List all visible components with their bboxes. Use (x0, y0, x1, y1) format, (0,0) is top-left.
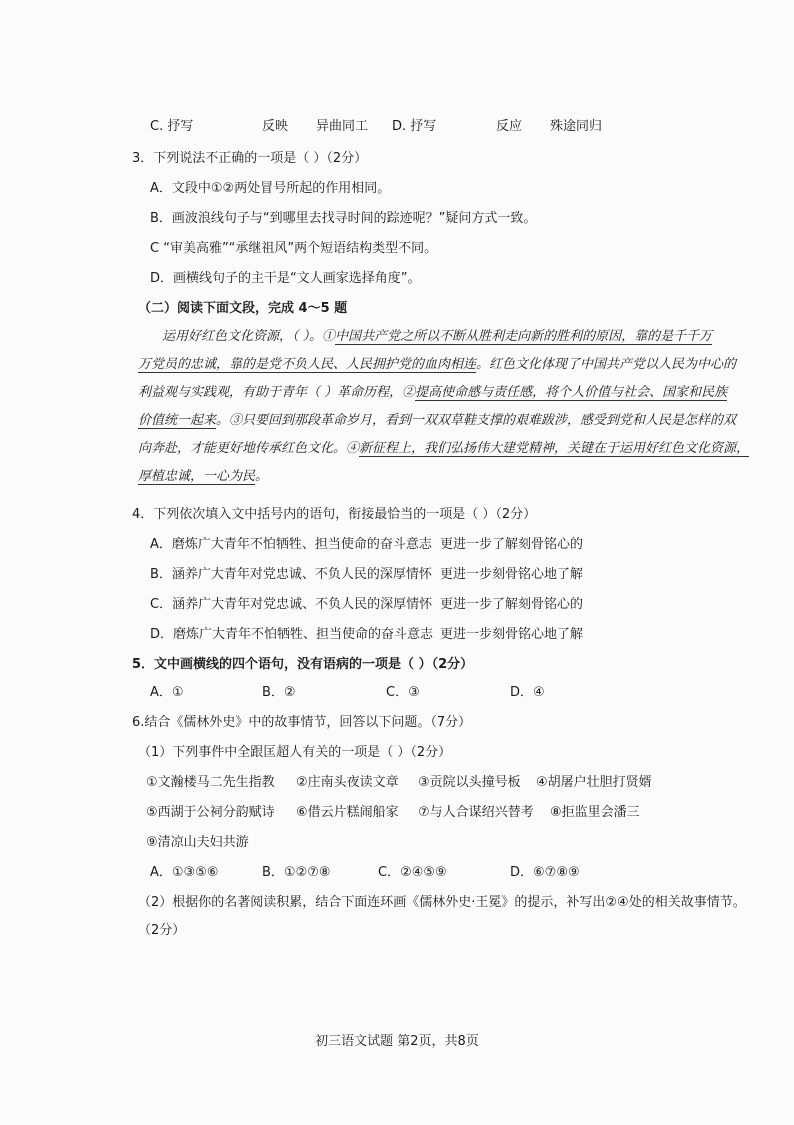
q4-stem: 4．下列依次填入文中括号内的语句，衔接最恰当的一项是（ ）（2分） (132, 507, 537, 522)
q6-option-a: A．①③⑤⑥ (150, 865, 219, 880)
q6-event-4: ④胡屠户壮胆打贤婿 (536, 775, 652, 790)
q6-event-1: ①文瀚楼马二先生指教 (146, 775, 275, 790)
section-heading: （二）阅读下面文段，完成 4～5 题 (138, 301, 348, 316)
q3-stem: 3．下列说法不正确的一项是（ ）（2分） (132, 151, 368, 166)
q6-option-d: D．⑥⑦⑧⑨ (510, 865, 580, 880)
underlined-sentence-2: 提高使命感与责任感，将个人价值与社会、国家和民族 (415, 385, 728, 400)
q4-option-b-2: 更进一步刻骨铭心地了解 (440, 567, 584, 582)
passage-text: 。③只要回到那段革命岁月，看到一双双草鞋支撑的艰难跋涉，感受到党和人民是怎样的双 (216, 413, 737, 428)
passage-line-5 (138, 440, 749, 458)
option-d-label: D. 抒写 (392, 119, 437, 134)
passage-text: 。 (255, 469, 269, 484)
q3-option-a: A．文段中①②两处冒号所起的作用相同。 (150, 181, 391, 196)
q6-event-7: ⑦与人合谋绍兴替考 (418, 805, 534, 820)
option-c-word3: 异曲同工 (316, 119, 369, 134)
q6-option-b: B．①②⑦⑧ (262, 865, 331, 880)
page-footer: 初三语文试题 第2页，共8页 (315, 1034, 479, 1049)
q6-option-c: C．②④⑤⑨ (378, 865, 447, 880)
passage-line-2 (138, 356, 736, 374)
q5-option-c: C．③ (386, 685, 420, 700)
passage-text: 。红色文化体现了中国共产党以人民为中心的 (476, 357, 737, 372)
option-d-word3: 殊途同归 (550, 119, 603, 134)
underlined-sentence-1: 中国共产党之所以不断从胜利走向新的胜利的原因，靠的是千千万 (335, 329, 713, 344)
q6-event-9: ⑨清凉山夫妇共游 (146, 835, 249, 850)
passage-line-3 (138, 384, 727, 402)
option-c-label: C. 抒写 (150, 119, 194, 134)
q6-sub2-score: （2分） (138, 923, 186, 938)
passage-text: 向奔赴，才能更好地传承红色文化。④ (138, 441, 360, 456)
underlined-sentence-2-cont: 价值统一起来 (138, 413, 217, 428)
passage-line-1 (162, 328, 712, 346)
passage-line-6 (138, 468, 268, 486)
q3-option-c: C “审美高雅”“承继祖风”两个短语结构类型不同。 (150, 241, 438, 256)
q5-stem: 5．文中画横线的四个语句，没有语病的一项是（ ）（2分） (132, 657, 474, 672)
passage-text: 运用好红色文化资源，（ ）。① (162, 329, 336, 344)
q4-option-a: A．磨炼广大青年不怕牺牲、担当使命的奋斗意志 (150, 537, 432, 552)
q6-sub1: （1）下列事件中全跟匡超人有关的一项是（ ）（2分） (138, 745, 452, 760)
q6-event-5: ⑤西湖于公祠分韵赋诗 (146, 805, 275, 820)
underlined-sentence-1-cont: 万党员的忠诚，靠的是党不负人民、人民拥护党的血肉相连 (138, 357, 477, 372)
q4-option-d: D．磨炼广大青年不怕牺牲、担当使命的奋斗意志 (150, 627, 434, 642)
q4-option-a-2: 更进一步了解刻骨铭心的 (440, 537, 584, 552)
q5-option-b: B．② (262, 685, 296, 700)
q4-option-c-2: 更进一步了解刻骨铭心的 (440, 597, 584, 612)
q4-option-c: C．涵养广大青年对党忠诚、不负人民的深厚情怀 (150, 597, 433, 612)
q3-option-b: B．画波浪线句子与“到哪里去找寻时间的踪迹呢？”疑问方式一致。 (150, 211, 537, 226)
q4-option-d-2: 更进一步刻骨铭心地了解 (440, 627, 584, 642)
q3-option-d: D．画横线句子的主干是“文人画家选择角度”。 (150, 271, 421, 286)
q6-event-6: ⑥借云片糕闹船家 (296, 805, 399, 820)
q5-option-d: D．④ (510, 685, 545, 700)
q5-option-a: A．① (150, 685, 184, 700)
option-c-prev (150, 118, 193, 136)
q6-event-2: ②庄南头夜读文章 (296, 775, 399, 790)
q6-stem: 6.结合《儒林外史》中的故事情节，回答以下问题。（7分） (132, 715, 472, 730)
underlined-sentence-4-cont: 厚植忠诚，一心为民 (138, 469, 256, 484)
q6-event-3: ③贡院以头撞号板 (418, 775, 521, 790)
q6-event-8: ⑧拒监里会潘三 (550, 805, 640, 820)
option-d-word2: 反应 (496, 119, 523, 134)
passage-line-4 (138, 412, 736, 430)
underlined-sentence-4: 新征程上，我们弘扬伟大建党精神，关键在于运用好红色文化资源， (359, 441, 750, 456)
option-c-word2: 反映 (262, 119, 289, 134)
q4-option-b: B．涵养广大青年对党忠诚、不负人民的深厚情怀 (150, 567, 432, 582)
q6-sub2: （2）根据你的名著阅读积累，结合下面连环画《儒林外史·王冕》的提示，补写出②④处的相关故事情节。 (138, 895, 746, 910)
passage-text: 利益观与实践观，有助于青年（ ）革命历程，② (138, 385, 416, 400)
